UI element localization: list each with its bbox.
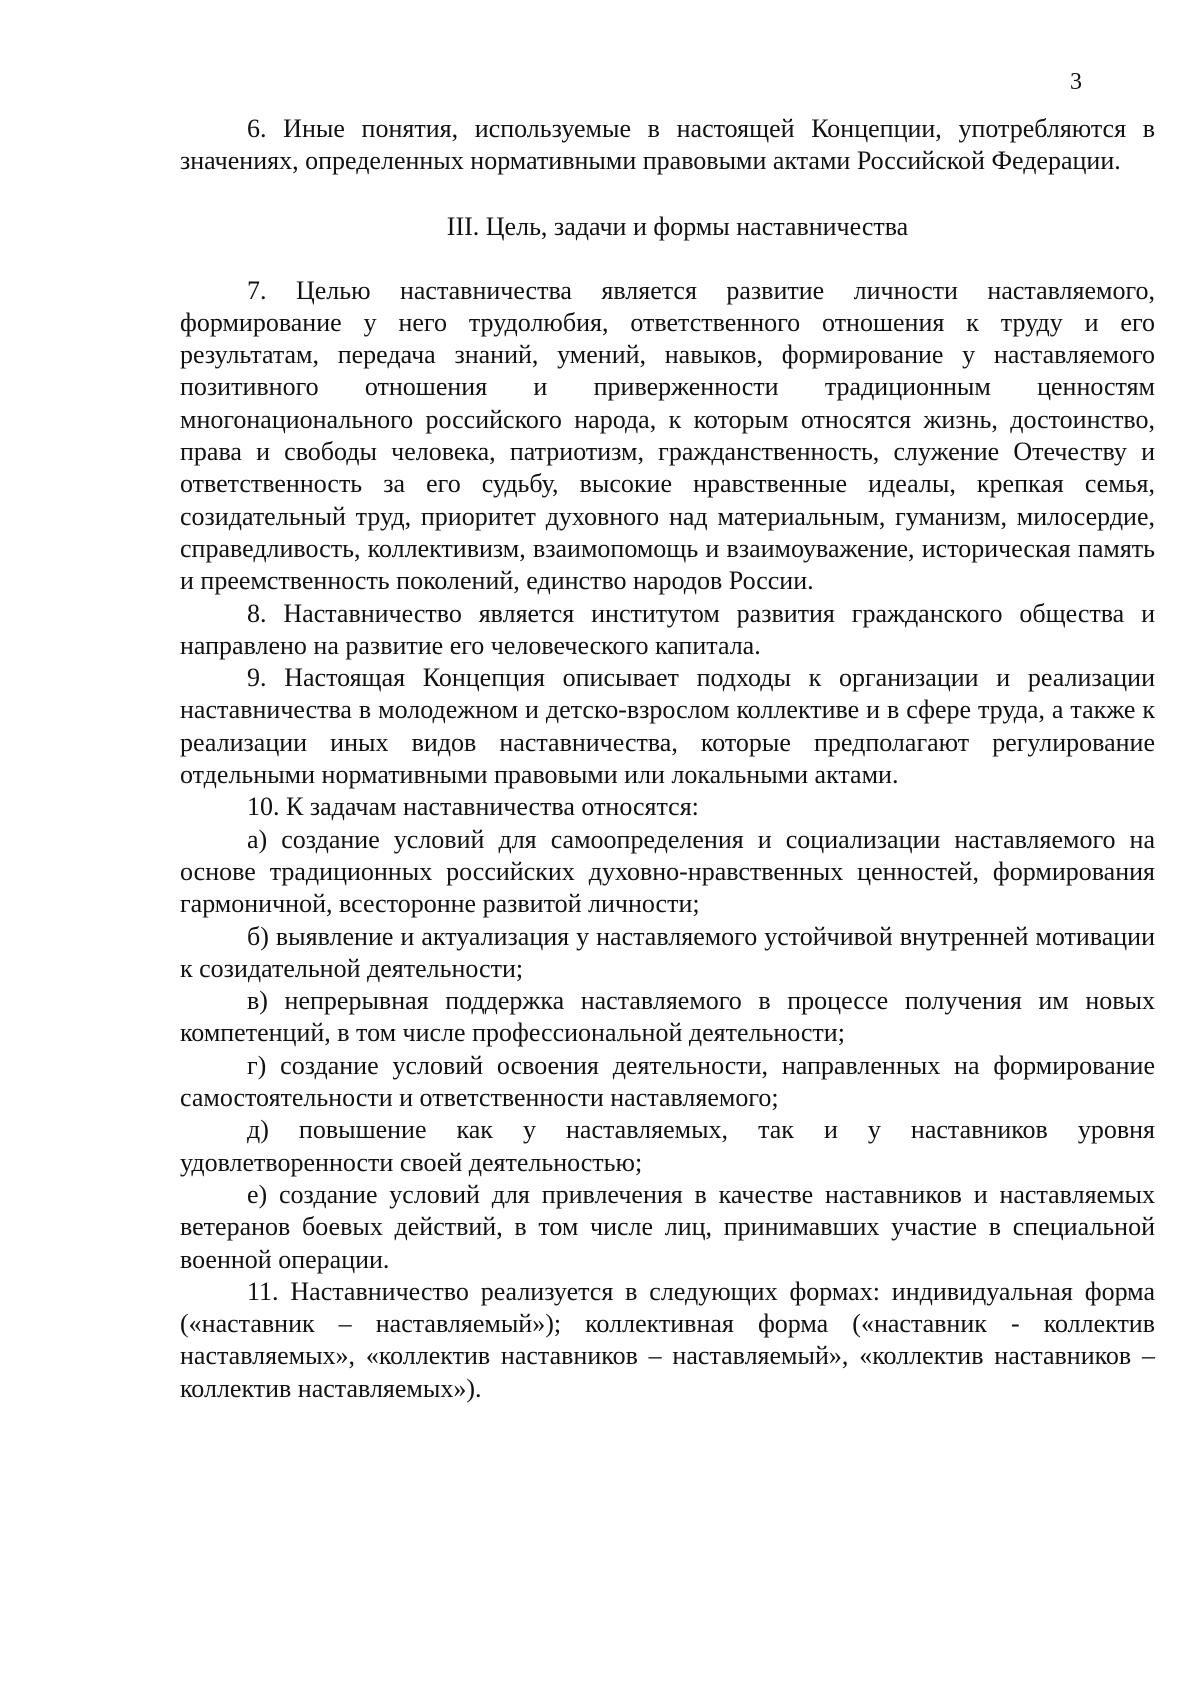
section-heading: III. Цель, задачи и формы наставничества (446, 211, 909, 241)
paragraph-11: 11. Наставничество реализуется в следующих формах: индивидуальная форма («наставник – наставляемый»); коллективная форма («наставник - коллектив наставляемых», «коллектив наставников – наставляемый», «коллектив наставников – коллектив наставляемых»). (180, 1276, 1155, 1403)
document-body (180, 113, 1155, 1405)
paragraph-9: 9. Настоящая Концепция описывает подходы к организации и реализации наставничества в молодежном и детско-взрослом коллективе и в сфере труда, а также к реализации иных видов наставничества, которые предполагают регулирование отдельными нормативными правовыми или локальными актами. (180, 663, 1155, 790)
paragraph-6: 6. Иные понятия, используемые в настоящей Концепции, употребляются в значениях, определенных нормативными правовыми актами Российской Федерации. (180, 114, 1155, 176)
task-a: а) создание условий для самоопределения и социализации наставляемого на основе традиционных российских духовно-нравственных ценностей, формирования гармоничной, всесторонне развитой личности; (180, 824, 1155, 919)
task-d: д) повышение как у наставляемых, так и у наставников уровня удовлетворенности своей деятельностью; (180, 1115, 1155, 1177)
paragraph-7: 7. Целью наставничества является развитие личности наставляемого, формирование у него трудолюбия, ответственного отношения к труду и его результатам, передача знаний, умений, навыков, формирование у наставляемого позитивного отношения и приверженности традиционным ценностям многонационального российского народа, к которым относятся жизнь, достоинство, права и свободы человека, патриотизм, гражданственность, служение Отечеству и ответственность за его судьбу, высокие нравственные идеалы, крепкая семья, созидательный труд, приоритет духовного над материальным, гуманизм, милосердие, справедливость, коллективизм, взаимопомощь и взаимоуважение, историческая память и преемственность поколений, единство народов России. (180, 275, 1155, 596)
task-b: б) выявление и актуализация у наставляемого устойчивой внутренней мотивации к созидательной деятельности; (180, 921, 1155, 983)
task-e: е) создание условий для привлечения в качестве наставников и наставляемых ветеранов боевых действий, в том числе лиц, принимавших участие в специальной военной операции. (180, 1179, 1155, 1274)
task-g: г) создание условий освоения деятельности, направленных на формирование самостоятельности и ответственности наставляемого; (180, 1050, 1155, 1113)
paragraph-10: 10. К задачам наставничества относятся: (247, 792, 699, 822)
page-number: 3 (1070, 69, 1082, 95)
paragraph-8: 8. Наставничество является институтом развития гражданского общества и направлено на развитие его человеческого капитала. (180, 598, 1155, 660)
task-v: в) непрерывная поддержка наставляемого в процессе получения им новых компетенций, в том числе профессиональной деятельности; (180, 986, 1155, 1048)
